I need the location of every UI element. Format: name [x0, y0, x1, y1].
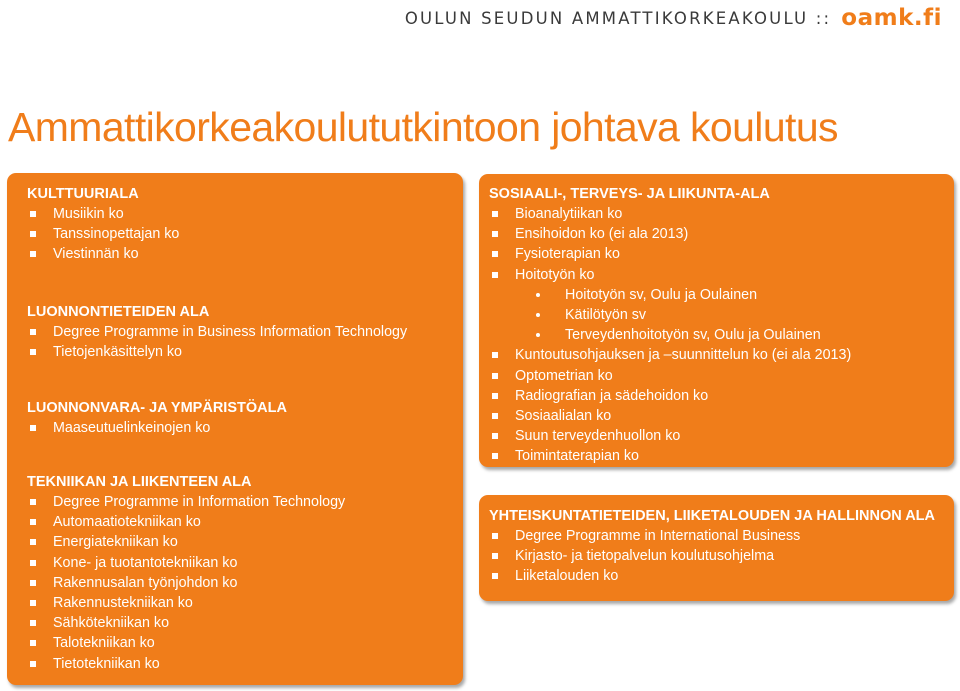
list-item: Radiografian ja sädehoidon ko	[489, 386, 851, 406]
list-item: Energiatekniikan ko	[27, 532, 345, 552]
list-item: Degree Programme in Business Information Technology	[27, 322, 407, 342]
left-fields-box	[7, 173, 463, 685]
section-heading: KULTTUURIALA	[27, 186, 139, 202]
social-sciences-business-box	[479, 495, 954, 601]
list-item: Sosiaalialan ko	[489, 406, 851, 426]
section-heading: TEKNIIKAN JA LIIKENTEEN ALA	[27, 474, 252, 490]
list-item: Degree Programme in International Business	[489, 526, 935, 546]
social-health-box	[479, 174, 954, 467]
program-list	[27, 418, 287, 438]
list-item: Tanssinopettajan ko	[27, 224, 179, 244]
section-luonnontieteiden-ala	[27, 302, 407, 362]
list-item: Ensihoidon ko (ei ala 2013)	[489, 224, 851, 244]
list-item: Degree Programme in Information Technology	[27, 492, 345, 512]
list-item: Sähkötekniikan ko	[27, 613, 345, 633]
list-item: Musiikin ko	[27, 204, 179, 224]
list-item: Kirjasto- ja tietopalvelun koulutusohjelma	[489, 546, 935, 566]
list-item: Rakennusalan työnjohdon ko	[27, 573, 345, 593]
list-item: Rakennustekniikan ko	[27, 593, 345, 613]
section-kulttuuriala	[27, 184, 179, 265]
program-list	[27, 204, 179, 265]
section-yhteiskuntatieteiden-ala	[489, 506, 935, 587]
program-list	[489, 204, 851, 467]
list-item: Kone- ja tuotantotekniikan ko	[27, 553, 345, 573]
list-item: Optometrian ko	[489, 366, 851, 386]
sub-list-item: Kätilötyön sv	[489, 305, 851, 325]
program-list	[27, 322, 407, 362]
list-item: Talotekniikan ko	[27, 633, 345, 653]
section-tekniikan-ja-liikenteen-ala	[27, 472, 345, 674]
program-list	[489, 526, 935, 587]
section-heading: SOSIAALI-, TERVEYS- JA LIIKUNTA-ALA	[489, 186, 770, 202]
sub-list-item: Terveydenhoitotyön sv, Oulu ja Oulainen	[489, 325, 851, 345]
list-item: Hoitotyön ko	[489, 265, 851, 285]
program-list	[27, 492, 345, 674]
section-luonnonvara-ja-ymparistoala	[27, 398, 287, 438]
list-item: Kuntoutusohjauksen ja –suunnittelun ko (ei ala 2013)	[489, 345, 851, 365]
list-item: Viestinnän ko	[27, 244, 179, 264]
list-item: Tietojenkäsittelyn ko	[27, 342, 407, 362]
list-item: Tietotekniikan ko	[27, 654, 345, 674]
school-name: OULUN SEUDUN AMMATTIKORKEAKOULU ::	[404, 8, 832, 28]
list-item: Suun terveydenhuollon ko	[489, 426, 851, 446]
section-sosiaali-terveys-liikunta-ala	[489, 184, 851, 467]
list-item: Automaatiotekniikan ko	[27, 512, 345, 532]
list-item: Fysioterapian ko	[489, 244, 851, 264]
list-item: Toimintaterapian ko	[489, 446, 851, 466]
list-item: Maaseutuelinkeinojen ko	[27, 418, 287, 438]
section-heading: YHTEISKUNTATIETEIDEN, LIIKETALOUDEN JA HALLINNON ALA	[489, 508, 936, 524]
section-heading: LUONNONTIETEIDEN ALA	[27, 304, 210, 320]
header-brand	[405, 2, 942, 34]
section-heading: LUONNONVARA- JA YMPÄRISTÖALA	[27, 400, 287, 416]
list-item: Bioanalytiikan ko	[489, 204, 851, 224]
sub-list-item: Hoitotyön sv, Oulu ja Oulainen	[489, 285, 851, 305]
list-item: Liiketalouden ko	[489, 566, 935, 586]
oamk-logo[interactable]: oamk.fi	[841, 5, 942, 31]
page-title: Ammattikorkeakoulututkintoon johtava koulutus	[8, 104, 838, 150]
